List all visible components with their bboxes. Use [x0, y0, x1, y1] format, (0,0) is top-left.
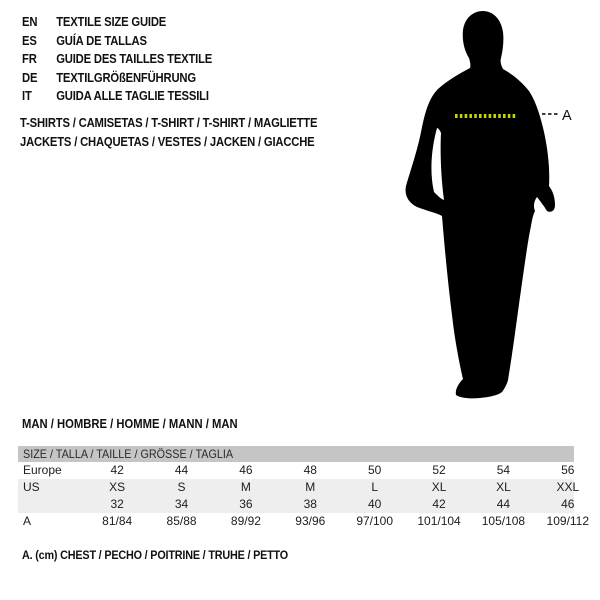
size-cell: 36 [239, 497, 253, 511]
size-cell: XS [109, 480, 126, 494]
language-label: TEXTILGRÖßENFÜHRUNG [56, 70, 196, 85]
language-code: DE [22, 70, 38, 85]
table-row-chest-a [18, 513, 600, 530]
table-row-us [18, 479, 600, 496]
size-cell: 101/104 [417, 514, 461, 528]
size-cell: 52 [432, 463, 446, 477]
row-label [18, 496, 85, 513]
category-line-jackets: JACKETS / CHAQUETAS / VESTES / JACKEN / GIACCHE [20, 134, 315, 149]
row-label: Europe [23, 463, 62, 477]
table-row-uk [18, 496, 600, 513]
language-code: ES [22, 33, 37, 48]
size-cell: 54 [496, 463, 511, 477]
size-cell: 81/84 [102, 514, 133, 528]
language-row [22, 13, 233, 32]
size-table [18, 446, 600, 530]
language-row [22, 87, 233, 106]
size-cell: L [371, 480, 379, 494]
size-cell: 44 [174, 463, 189, 477]
size-cell: 50 [367, 463, 382, 477]
language-row [22, 32, 233, 51]
size-cell: 56 [561, 463, 575, 477]
size-table-header: SIZE / TALLA / TAILLE / GRÖSSE / TAGLIA [18, 446, 600, 462]
size-cell: XXL [556, 480, 580, 494]
man-silhouette [406, 11, 555, 398]
category-line-tshirts: T-SHIRTS / CAMISETAS / T-SHIRT / T-SHIRT / MAGLIETTE [20, 116, 318, 130]
language-code: FR [22, 52, 37, 67]
language-row [22, 69, 233, 88]
size-cell: 44 [496, 497, 511, 511]
language-label: GUÍA DE TALLAS [56, 33, 147, 48]
size-cell: 32 [110, 497, 124, 511]
size-cell: XL [431, 480, 447, 494]
size-cell: 48 [303, 463, 317, 477]
language-label: TEXTILE SIZE GUIDE [56, 15, 167, 29]
man-figure [400, 0, 580, 410]
category-titles [20, 114, 350, 151]
language-list [22, 13, 233, 106]
measure-label-a: A [562, 108, 572, 124]
language-code: EN [22, 15, 38, 29]
measurement-footnote: A. (cm) CHEST / PECHO / POITRINE / TRUHE / PETTO [22, 548, 288, 562]
row-label: US [23, 480, 40, 494]
size-cell: M [305, 480, 316, 494]
size-cell: 46 [561, 497, 575, 511]
size-cell: 42 [110, 463, 124, 477]
size-cell: XL [496, 480, 511, 494]
size-cell: M [240, 480, 251, 494]
language-label: GUIDE DES TAILLES TEXTILE [56, 52, 213, 67]
size-cell: 89/92 [230, 514, 261, 528]
language-row [22, 50, 233, 69]
size-cell: 93/96 [295, 514, 326, 528]
size-cell: 105/108 [481, 514, 526, 528]
size-cell: 38 [303, 497, 317, 511]
size-cell: 46 [239, 463, 253, 477]
size-cell: S [177, 480, 186, 494]
size-cell: 97/100 [356, 514, 394, 528]
size-cell: 42 [432, 497, 446, 511]
language-code: IT [22, 89, 32, 104]
size-cell: 34 [174, 497, 189, 511]
size-cell: 109/112 [546, 514, 590, 528]
table-row-europe [18, 462, 600, 479]
row-label: A [23, 514, 32, 528]
size-cell: 40 [367, 497, 382, 511]
size-cell: 85/88 [166, 514, 197, 528]
language-label: GUIDA ALLE TAGLIE TESSILI [56, 89, 209, 104]
section-title-man: MAN / HOMBRE / HOMME / MANN / MAN [22, 417, 238, 431]
